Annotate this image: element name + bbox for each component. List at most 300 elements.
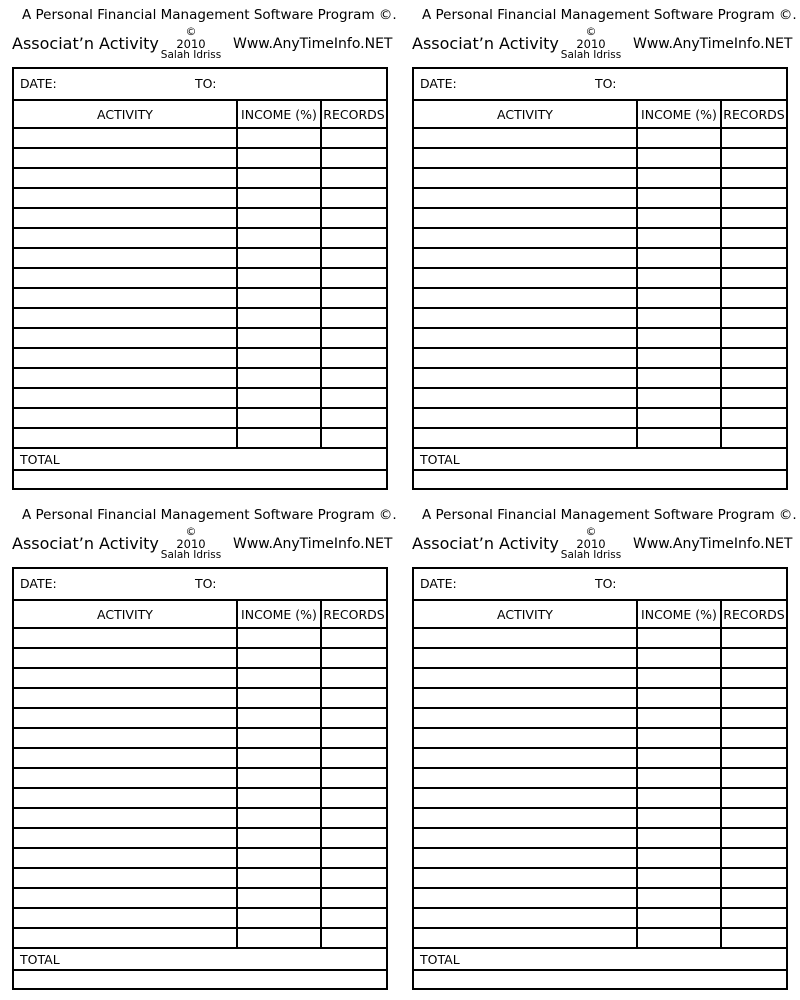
column-divider [636, 101, 638, 449]
table-body [14, 629, 386, 949]
income-cell[interactable] [638, 309, 720, 327]
records-cell[interactable] [322, 729, 386, 747]
table-row [14, 809, 386, 829]
activity-cell[interactable] [14, 209, 236, 227]
records-cell[interactable] [322, 289, 386, 307]
income-cell[interactable] [638, 169, 720, 187]
income-cell[interactable] [638, 149, 720, 167]
activity-cell[interactable] [414, 289, 636, 307]
activity-cell[interactable] [14, 189, 236, 207]
table-row [414, 689, 786, 709]
activity-cell[interactable] [14, 169, 236, 187]
table-row [414, 269, 786, 289]
activity-cell[interactable] [414, 349, 636, 367]
records-cell[interactable] [322, 329, 386, 347]
records-cell[interactable] [322, 689, 386, 707]
income-cell[interactable] [638, 369, 720, 387]
income-cell[interactable] [238, 689, 320, 707]
table-row [414, 129, 786, 149]
to-date-field[interactable]: TO: [595, 576, 617, 591]
table-row [414, 429, 786, 449]
records-cell[interactable] [722, 129, 786, 147]
records-cell[interactable] [322, 629, 386, 647]
table-row [414, 749, 786, 769]
income-cell[interactable] [238, 189, 320, 207]
date-range-row [414, 69, 786, 101]
income-cell[interactable] [238, 309, 320, 327]
form-title: Associat’n Activity [12, 34, 159, 53]
total-label: TOTAL [420, 952, 460, 967]
table-row [14, 229, 386, 249]
records-cell[interactable] [722, 769, 786, 787]
table-row [14, 129, 386, 149]
date-range-row [414, 569, 786, 601]
records-cell[interactable] [722, 629, 786, 647]
activity-cell[interactable] [414, 169, 636, 187]
activity-cell[interactable] [14, 129, 236, 147]
income-cell[interactable] [238, 249, 320, 267]
table-header-row [414, 101, 786, 129]
activity-cell[interactable] [414, 149, 636, 167]
copyright-icon: © [185, 525, 197, 538]
activity-cell[interactable] [414, 689, 636, 707]
income-cell[interactable] [638, 809, 720, 827]
column-divider [636, 601, 638, 949]
income-cell[interactable] [638, 329, 720, 347]
records-cell[interactable] [722, 289, 786, 307]
activity-cell[interactable] [14, 349, 236, 367]
records-cell[interactable] [722, 229, 786, 247]
activity-form-card [400, 0, 797, 500]
income-cell[interactable] [638, 249, 720, 267]
table-body [414, 129, 786, 449]
income-cell[interactable] [238, 169, 320, 187]
column-header-activity: ACTIVITY [97, 107, 153, 122]
program-tagline: A Personal Financial Management Software Program ©. [22, 7, 397, 23]
income-cell[interactable] [638, 769, 720, 787]
records-cell[interactable] [322, 889, 386, 907]
activity-cell[interactable] [414, 369, 636, 387]
income-cell[interactable] [638, 129, 720, 147]
activity-cell[interactable] [414, 789, 636, 807]
income-cell[interactable] [238, 629, 320, 647]
records-cell[interactable] [722, 189, 786, 207]
website-link[interactable]: Www.AnyTimeInfo.NET [233, 536, 393, 552]
records-cell[interactable] [722, 209, 786, 227]
income-cell[interactable] [638, 889, 720, 907]
income-cell[interactable] [238, 789, 320, 807]
income-cell[interactable] [638, 709, 720, 727]
total-row [414, 949, 786, 971]
activity-cell[interactable] [414, 329, 636, 347]
activity-cell[interactable] [414, 249, 636, 267]
activity-cell[interactable] [14, 309, 236, 327]
table-row [14, 689, 386, 709]
records-cell[interactable] [322, 229, 386, 247]
records-cell[interactable] [722, 929, 786, 947]
records-cell[interactable] [722, 669, 786, 687]
activity-cell[interactable] [14, 909, 236, 927]
income-cell[interactable] [638, 929, 720, 947]
income-cell[interactable] [638, 909, 720, 927]
income-cell[interactable] [238, 369, 320, 387]
income-cell[interactable] [638, 689, 720, 707]
activity-cell[interactable] [14, 869, 236, 887]
income-cell[interactable] [638, 189, 720, 207]
records-cell[interactable] [722, 269, 786, 287]
records-cell[interactable] [322, 789, 386, 807]
to-date-field[interactable]: TO: [195, 76, 217, 91]
income-cell[interactable] [238, 429, 320, 447]
records-cell[interactable] [322, 769, 386, 787]
total-row [14, 949, 386, 971]
activity-form-card [400, 500, 797, 1000]
records-cell[interactable] [722, 889, 786, 907]
activity-cell[interactable] [14, 849, 236, 867]
income-cell[interactable] [638, 849, 720, 867]
records-cell[interactable] [722, 789, 786, 807]
records-cell[interactable] [322, 829, 386, 847]
activity-cell[interactable] [414, 309, 636, 327]
copyright-author: Salah Idriss [560, 48, 622, 61]
income-cell[interactable] [238, 869, 320, 887]
table-row [414, 369, 786, 389]
activity-cell[interactable] [14, 709, 236, 727]
table-row [14, 829, 386, 849]
date-range-row [14, 569, 386, 601]
table-row [414, 189, 786, 209]
income-cell[interactable] [238, 409, 320, 427]
activity-cell[interactable] [14, 269, 236, 287]
income-cell[interactable] [238, 269, 320, 287]
activity-form [12, 67, 388, 490]
date-field[interactable]: DATE: [20, 576, 57, 591]
records-cell[interactable] [322, 389, 386, 407]
records-cell[interactable] [322, 749, 386, 767]
copyright-author: Salah Idriss [560, 548, 622, 561]
income-cell[interactable] [638, 409, 720, 427]
activity-cell[interactable] [414, 869, 636, 887]
records-cell[interactable] [722, 709, 786, 727]
table-row [14, 909, 386, 929]
activity-cell[interactable] [14, 889, 236, 907]
total-value-field[interactable] [14, 971, 386, 988]
income-cell[interactable] [638, 429, 720, 447]
total-value-field[interactable] [14, 471, 386, 488]
column-header-income: INCOME (%) [641, 607, 717, 622]
table-row [414, 709, 786, 729]
total-value-field[interactable] [414, 471, 786, 488]
income-cell[interactable] [638, 829, 720, 847]
table-row [14, 649, 386, 669]
records-cell[interactable] [722, 909, 786, 927]
income-cell[interactable] [238, 149, 320, 167]
records-cell[interactable] [722, 869, 786, 887]
date-field[interactable]: DATE: [420, 576, 457, 591]
income-cell[interactable] [238, 349, 320, 367]
records-cell[interactable] [322, 349, 386, 367]
records-cell[interactable] [322, 309, 386, 327]
records-cell[interactable] [722, 749, 786, 767]
table-row [414, 229, 786, 249]
table-row [414, 409, 786, 429]
activity-cell[interactable] [14, 289, 236, 307]
income-cell[interactable] [638, 629, 720, 647]
activity-cell[interactable] [414, 709, 636, 727]
records-cell[interactable] [322, 169, 386, 187]
income-cell[interactable] [238, 389, 320, 407]
table-header-row [414, 601, 786, 629]
income-cell[interactable] [638, 209, 720, 227]
records-cell[interactable] [322, 669, 386, 687]
activity-cell[interactable] [14, 249, 236, 267]
table-row [14, 869, 386, 889]
copyright-year: 2010 [176, 536, 206, 551]
copyright-year: 2010 [176, 36, 206, 51]
column-divider [720, 601, 722, 949]
records-cell[interactable] [722, 849, 786, 867]
copyright-block [558, 26, 624, 61]
records-cell[interactable] [722, 369, 786, 387]
records-cell[interactable] [722, 389, 786, 407]
activity-cell[interactable] [14, 929, 236, 947]
column-header-income: INCOME (%) [241, 107, 317, 122]
income-cell[interactable] [238, 849, 320, 867]
website-link[interactable]: Www.AnyTimeInfo.NET [633, 536, 793, 552]
table-row [14, 669, 386, 689]
to-date-field[interactable]: TO: [195, 576, 217, 591]
income-cell[interactable] [238, 729, 320, 747]
activity-cell[interactable] [14, 669, 236, 687]
table-row [414, 849, 786, 869]
column-divider [236, 101, 238, 449]
total-value-field[interactable] [414, 971, 786, 988]
income-cell[interactable] [638, 269, 720, 287]
table-row [414, 889, 786, 909]
records-cell[interactable] [322, 869, 386, 887]
website-link[interactable]: Www.AnyTimeInfo.NET [233, 36, 393, 52]
table-row [414, 729, 786, 749]
records-cell[interactable] [322, 189, 386, 207]
activity-cell[interactable] [414, 269, 636, 287]
income-cell[interactable] [238, 909, 320, 927]
table-row [14, 729, 386, 749]
records-cell[interactable] [722, 249, 786, 267]
records-cell[interactable] [722, 349, 786, 367]
activity-cell[interactable] [414, 909, 636, 927]
income-cell[interactable] [238, 709, 320, 727]
website-link[interactable]: Www.AnyTimeInfo.NET [633, 36, 793, 52]
income-cell[interactable] [638, 789, 720, 807]
table-row [14, 749, 386, 769]
records-cell[interactable] [722, 329, 786, 347]
activity-cell[interactable] [414, 769, 636, 787]
table-row [414, 669, 786, 689]
records-cell[interactable] [322, 709, 386, 727]
income-cell[interactable] [638, 389, 720, 407]
records-cell[interactable] [322, 809, 386, 827]
records-cell[interactable] [722, 169, 786, 187]
income-cell[interactable] [238, 809, 320, 827]
income-cell[interactable] [638, 349, 720, 367]
records-cell[interactable] [722, 649, 786, 667]
date-field[interactable]: DATE: [20, 76, 57, 91]
income-cell[interactable] [238, 829, 320, 847]
activity-form-card [0, 0, 397, 500]
activity-cell[interactable] [414, 889, 636, 907]
table-row [414, 289, 786, 309]
date-field[interactable]: DATE: [420, 76, 457, 91]
records-cell[interactable] [722, 809, 786, 827]
records-cell[interactable] [322, 129, 386, 147]
records-cell[interactable] [722, 429, 786, 447]
form-title: Associat’n Activity [12, 534, 159, 553]
table-row [414, 149, 786, 169]
income-cell[interactable] [638, 649, 720, 667]
activity-cell[interactable] [14, 149, 236, 167]
records-cell[interactable] [722, 689, 786, 707]
activity-cell[interactable] [414, 849, 636, 867]
income-cell[interactable] [638, 869, 720, 887]
activity-cell[interactable] [414, 829, 636, 847]
copyright-block [158, 526, 224, 561]
total-label: TOTAL [20, 452, 60, 467]
table-row [14, 849, 386, 869]
column-header-records: RECORDS [323, 107, 385, 122]
column-header-records: RECORDS [723, 107, 785, 122]
records-cell[interactable] [322, 409, 386, 427]
income-cell[interactable] [238, 209, 320, 227]
activity-cell[interactable] [414, 409, 636, 427]
activity-cell[interactable] [14, 689, 236, 707]
income-cell[interactable] [238, 889, 320, 907]
activity-cell[interactable] [14, 629, 236, 647]
records-cell[interactable] [322, 429, 386, 447]
income-cell[interactable] [638, 749, 720, 767]
table-row [414, 389, 786, 409]
income-cell[interactable] [238, 929, 320, 947]
table-row [14, 169, 386, 189]
activity-cell[interactable] [414, 809, 636, 827]
activity-cell[interactable] [414, 189, 636, 207]
table-row [14, 369, 386, 389]
table-row [14, 929, 386, 949]
activity-cell[interactable] [14, 749, 236, 767]
activity-cell[interactable] [414, 669, 636, 687]
activity-cell[interactable] [14, 369, 236, 387]
copyright-author: Salah Idriss [160, 48, 222, 61]
income-cell[interactable] [638, 669, 720, 687]
activity-cell[interactable] [414, 629, 636, 647]
table-row [14, 309, 386, 329]
activity-cell[interactable] [414, 129, 636, 147]
activity-cell[interactable] [414, 229, 636, 247]
income-cell[interactable] [238, 289, 320, 307]
income-cell[interactable] [238, 749, 320, 767]
income-cell[interactable] [238, 129, 320, 147]
income-cell[interactable] [638, 289, 720, 307]
date-range-row [14, 69, 386, 101]
table-row [414, 249, 786, 269]
table-body [14, 129, 386, 449]
activity-cell[interactable] [14, 729, 236, 747]
records-cell[interactable] [722, 409, 786, 427]
activity-form-card [0, 500, 397, 1000]
income-cell[interactable] [638, 729, 720, 747]
form-title: Associat’n Activity [412, 534, 559, 553]
activity-cell[interactable] [14, 789, 236, 807]
activity-cell[interactable] [14, 389, 236, 407]
income-cell[interactable] [238, 229, 320, 247]
income-cell[interactable] [238, 649, 320, 667]
total-row [14, 449, 386, 471]
activity-cell[interactable] [14, 329, 236, 347]
column-divider [320, 601, 322, 949]
table-row [14, 189, 386, 209]
records-cell[interactable] [722, 729, 786, 747]
records-cell[interactable] [722, 149, 786, 167]
records-cell[interactable] [322, 249, 386, 267]
records-cell[interactable] [722, 829, 786, 847]
activity-cell[interactable] [414, 729, 636, 747]
to-date-field[interactable]: TO: [595, 76, 617, 91]
activity-cell[interactable] [414, 929, 636, 947]
activity-cell[interactable] [14, 809, 236, 827]
records-cell[interactable] [322, 149, 386, 167]
income-cell[interactable] [638, 229, 720, 247]
records-cell[interactable] [322, 269, 386, 287]
activity-cell[interactable] [14, 229, 236, 247]
income-cell[interactable] [238, 769, 320, 787]
activity-cell[interactable] [414, 429, 636, 447]
activity-form [12, 567, 388, 990]
records-cell[interactable] [322, 929, 386, 947]
copyright-block [558, 526, 624, 561]
program-tagline: A Personal Financial Management Software Program ©. [422, 507, 797, 523]
activity-cell[interactable] [14, 649, 236, 667]
records-cell[interactable] [322, 849, 386, 867]
table-row [414, 929, 786, 949]
records-cell[interactable] [722, 309, 786, 327]
records-cell[interactable] [322, 369, 386, 387]
column-divider [320, 101, 322, 449]
table-row [14, 289, 386, 309]
activity-cell[interactable] [14, 829, 236, 847]
table-row [14, 149, 386, 169]
activity-cell[interactable] [414, 649, 636, 667]
income-cell[interactable] [238, 669, 320, 687]
table-row [14, 389, 386, 409]
records-cell[interactable] [322, 209, 386, 227]
table-row [14, 409, 386, 429]
copyright-block [158, 26, 224, 61]
activity-cell[interactable] [14, 409, 236, 427]
copyright-icon: © [585, 25, 597, 38]
activity-cell[interactable] [414, 749, 636, 767]
activity-cell[interactable] [414, 389, 636, 407]
activity-cell[interactable] [14, 769, 236, 787]
activity-cell[interactable] [14, 429, 236, 447]
table-header-row [14, 101, 386, 129]
copyright-icon: © [585, 525, 597, 538]
total-label: TOTAL [20, 952, 60, 967]
activity-cell[interactable] [414, 209, 636, 227]
records-cell[interactable] [322, 909, 386, 927]
income-cell[interactable] [238, 329, 320, 347]
table-row [14, 709, 386, 729]
records-cell[interactable] [322, 649, 386, 667]
table-row [414, 869, 786, 889]
